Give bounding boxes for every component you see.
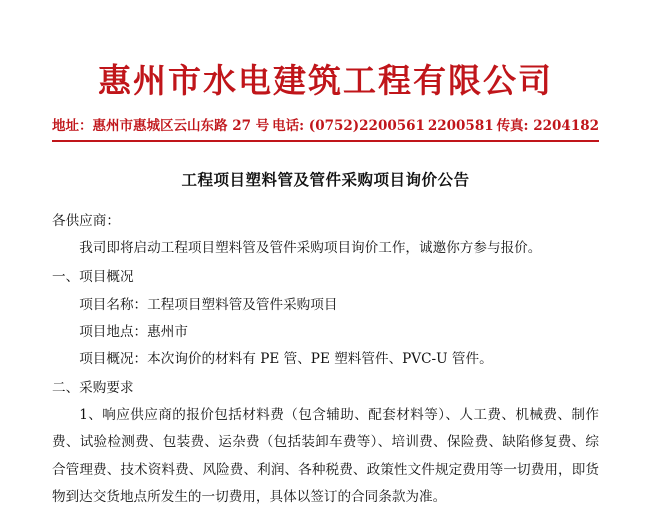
- project-location-item: 项目地点：惠州市: [79, 323, 188, 340]
- section-2-heading: 二、采购要求: [52, 380, 134, 397]
- intro-paragraph: 我司即将启动工程项目塑料管及管件采购项目询价工作，诚邀你方参与报价。: [79, 240, 542, 257]
- company-address: 地址：惠州市惠城区云山东路 27 号: [52, 117, 270, 134]
- company-phone-alt: 2200581: [427, 117, 494, 134]
- contact-row: [52, 114, 599, 134]
- letterhead: [52, 0, 599, 142]
- company-fax: 传真: 2204182: [496, 117, 599, 134]
- document-title: 工程项目塑料管及管件采购项目询价公告: [181, 169, 470, 189]
- company-phone: 电话: (0752)2200561: [272, 117, 425, 134]
- project-overview-item: 项目概况：本次询价的材料有 PE 管、PE 塑料管件、PVC-U 管件。: [79, 350, 493, 367]
- section-1-heading: 一、项目概况: [52, 269, 134, 286]
- letterhead-divider: [52, 140, 599, 142]
- salutation: 各供应商：: [52, 212, 120, 229]
- company-name: 惠州市水电建筑工程有限公司: [98, 61, 553, 100]
- document-body: [52, 208, 599, 511]
- project-name-item: 项目名称：工程项目塑料管及管件采购项目: [79, 296, 338, 313]
- clause-1: 1、响应供应商的报价包括材料费（包含辅助、配套材料等）、人工费、机械费、制作费、试验检测费、包装费、运杂费（包括装卸车费等）、培训费、保险费、缺陷修复费、综合管理费、技术资料费、风险费、利润、各种税费、政策性文件规定费用等一切费用，即货物到达交货地点所发生的一切费用，具体以签订的合同条款为准。: [52, 407, 599, 505]
